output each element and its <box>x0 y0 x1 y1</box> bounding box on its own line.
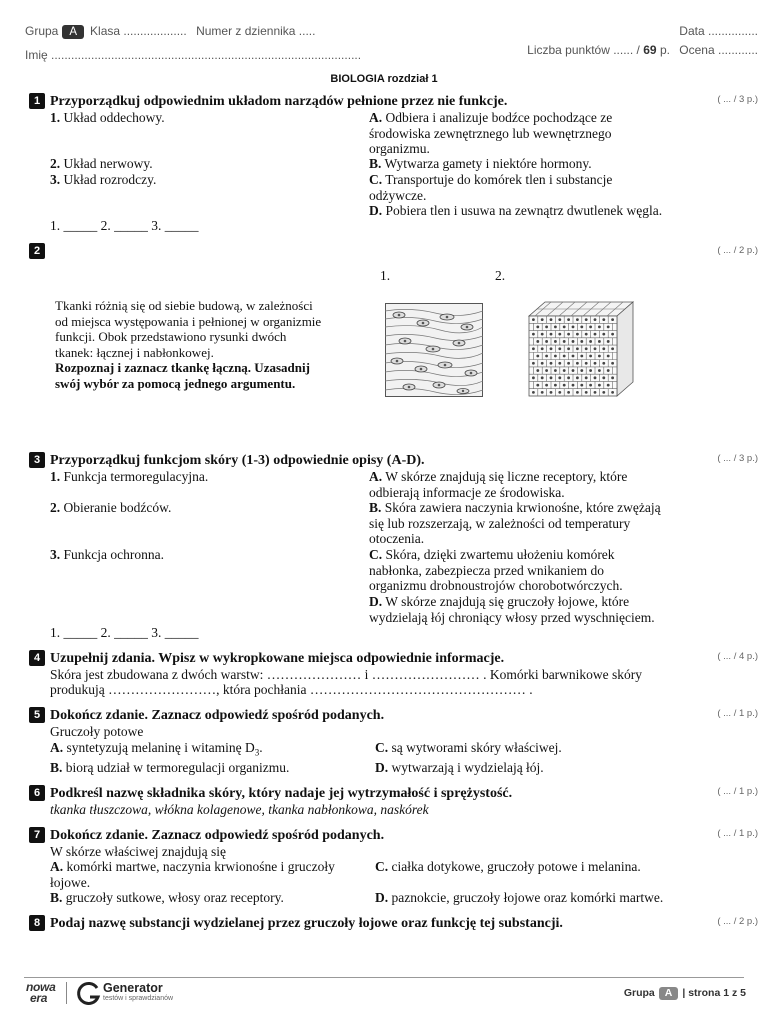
footer-group-badge: A <box>659 987 679 1000</box>
q7-option-b[interactable]: B. gruczoły sutkowe, włosy oraz receptory. <box>50 890 284 905</box>
points-grade-line <box>527 43 758 57</box>
question-4-number: 4 <box>29 650 45 666</box>
question-3-points: ( ... / 3 p.) <box>717 453 758 464</box>
footer-logo-divider <box>66 982 67 1004</box>
points-suffix: p. <box>659 43 670 57</box>
question-6-number: 6 <box>29 785 45 801</box>
q1-option-b: B. Wytwarza gamety i niektóre hormony. <box>369 156 592 171</box>
question-3-number: 3 <box>29 452 45 468</box>
question-7-title: Dokończ zdanie. Zaznacz odpowiedź spośród podanych. <box>50 828 385 843</box>
document-title: BIOLOGIA rozdział 1 <box>330 73 438 85</box>
q1-left-3: 3. Układ rozrodczy. <box>50 172 157 187</box>
q3-option-d: D. W skórze znajdują się gruczoły łojowe, które wydzielają łój chroniący włosy przed wyschnięciem. <box>369 594 655 625</box>
question-6-title: Podkreśl nazwę składnika skóry, który nadaje jej wytrzymałość i sprężystość. <box>50 786 513 801</box>
generator-logo-icon <box>76 981 102 1007</box>
grade-field: Ocena ............ <box>679 43 758 57</box>
q4-line-2: produkują ……………………, która pochłania ………………………………………… . <box>50 682 533 697</box>
q2-text: Tkanki różnią się od siebie budową, w zależności od miejsca występowania i pełnionej w organizmie funkcji. Obok przedstawiono rysunki dwóch tkanek: łącznej i nabłonkowej. Rozpoznaj i zaznacz tkankę łączną. Uzasadnij swój wybór za pomocą jednego argumentu. <box>55 298 322 391</box>
class-field: Klasa ................... <box>90 24 187 38</box>
question-6-points: ( ... / 1 p.) <box>717 786 758 797</box>
footer-divider <box>24 977 744 978</box>
q6-options[interactable]: tkanka tłuszczowa, włókna kolagenowe, tkanka nabłonkowa, naskórek <box>50 802 429 817</box>
q3-answer-line: 1. _____ 2. _____ 3. _____ <box>50 625 199 640</box>
q3-left-2: 2. Obieranie bodźców. <box>50 500 172 515</box>
generator-logo-title: Generator <box>103 981 163 995</box>
q5-option-c[interactable]: C. są wytworami skóry właściwej. <box>375 740 562 755</box>
q7-option-a[interactable]: A. komórki martwe, naczynia krwionośne i gruczoły łojowe. <box>50 859 335 890</box>
question-4-title: Uzupełnij zdania. Wpisz w wykropkowane miejsca odpowiednie informacje. <box>50 651 505 666</box>
header-group <box>25 24 315 39</box>
q3-option-b: B. Skóra zawiera naczynia krwionośne, które zwężają się lub rozszerzają, w zależności od temperatury otoczenia. <box>369 500 661 546</box>
q7-option-d[interactable]: D. paznokcie, gruczoły łojowe oraz komórki martwe. <box>375 890 664 905</box>
question-7-points: ( ... / 1 p.) <box>717 828 758 839</box>
question-7-number: 7 <box>29 827 45 843</box>
points-label: Liczba punktów ...... / <box>527 43 640 57</box>
q5-option-d[interactable]: D. wytwarzają i wydzielają łój. <box>375 760 544 775</box>
figure-1-label: 1. <box>380 268 391 283</box>
question-8-number: 8 <box>29 915 45 931</box>
date-field: Data ............... <box>679 24 758 38</box>
question-2-points: ( ... / 2 p.) <box>717 245 758 256</box>
q3-left-1: 1. Funkcja termoregulacyjna. <box>50 469 209 484</box>
question-5-points: ( ... / 1 p.) <box>717 708 758 719</box>
q1-left-2: 2. Układ nerwowy. <box>50 156 153 171</box>
q1-option-c: C. Transportuje do komórek tlen i substancje odżywcze. <box>369 172 613 203</box>
figure-2-label: 2. <box>495 268 506 283</box>
question-5-number: 5 <box>29 707 45 723</box>
journal-number-field: Numer z dziennika ..... <box>196 24 316 38</box>
footer-page-info: Grupa A | strona 1 z 5 <box>623 987 746 999</box>
question-1-number: 1 <box>29 93 45 109</box>
q1-left-1: 1. Układ oddechowy. <box>50 110 165 125</box>
q7-stem: W skórze właściwej znajdują się <box>50 844 226 859</box>
q3-option-c: C. Skóra, dzięki zwartemu ułożeniu komórek nabłonka, zabezpiecza przed wnikaniem do organizmu drobnoustrojów chorobotwórczych. <box>369 547 623 593</box>
q1-option-a: A. Odbiera i analizuje bodźce pochodzące ze środowiska zewnętrznego lub wewnętrznego organizmu. <box>369 110 613 156</box>
group-label: Grupa <box>25 24 59 38</box>
epithelial-tissue-drawing[interactable] <box>525 298 637 398</box>
nowa-era-logo: nowa era <box>26 980 56 1005</box>
generator-logo-subtitle: testów i sprawdzianów <box>103 995 174 1002</box>
points-max: 69 <box>643 43 657 57</box>
q1-answer-line: 1. _____ 2. _____ 3. _____ <box>50 218 199 233</box>
name-field: Imię ............................................................................................. <box>25 48 362 62</box>
q5-stem: Gruczoły potowe <box>50 724 144 739</box>
question-5-title: Dokończ zdanie. Zaznacz odpowiedź spośród podanych. <box>50 708 385 723</box>
q5-option-b[interactable]: B. biorą udział w termoregulacji organizmu. <box>50 760 290 775</box>
q3-left-3: 3. Funkcja ochronna. <box>50 547 164 562</box>
question-1-points: ( ... / 3 p.) <box>717 94 758 105</box>
q4-line-1: Skóra jest zbudowana z dwóch warstw: ………………… i …………………… . Komórki barwnikowe skóry <box>50 667 643 682</box>
question-4-points: ( ... / 4 p.) <box>717 651 758 662</box>
q7-option-c[interactable]: C. ciałka dotykowe, gruczoły potowe i melanina. <box>375 859 641 874</box>
q3-option-a: A. W skórze znajdują się liczne receptory, które odbierają informacje ze środowiska. <box>369 469 628 500</box>
q1-option-d: D. Pobiera tlen i usuwa na zewnątrz dwutlenek węgla. <box>369 203 663 218</box>
question-2-number: 2 <box>29 243 45 259</box>
connective-tissue-drawing[interactable] <box>385 303 483 397</box>
question-1-title: Przyporządkuj odpowiednim układom narządów pełnione przez nie funkcje. <box>50 94 508 109</box>
question-3-title: Przyporządkuj funkcjom skóry (1-3) odpowiednie opisy (A-D). <box>50 453 425 468</box>
q5-option-a[interactable]: A. syntetyzują melaninę i witaminę $D_3$. <box>50 740 263 758</box>
group-badge: A <box>62 25 84 39</box>
question-8-points: ( ... / 2 p.) <box>717 916 758 927</box>
question-8-title: Podaj nazwę substancji wydzielanej przez gruczoły łojowe oraz funkcję tej substancji. <box>50 916 563 931</box>
